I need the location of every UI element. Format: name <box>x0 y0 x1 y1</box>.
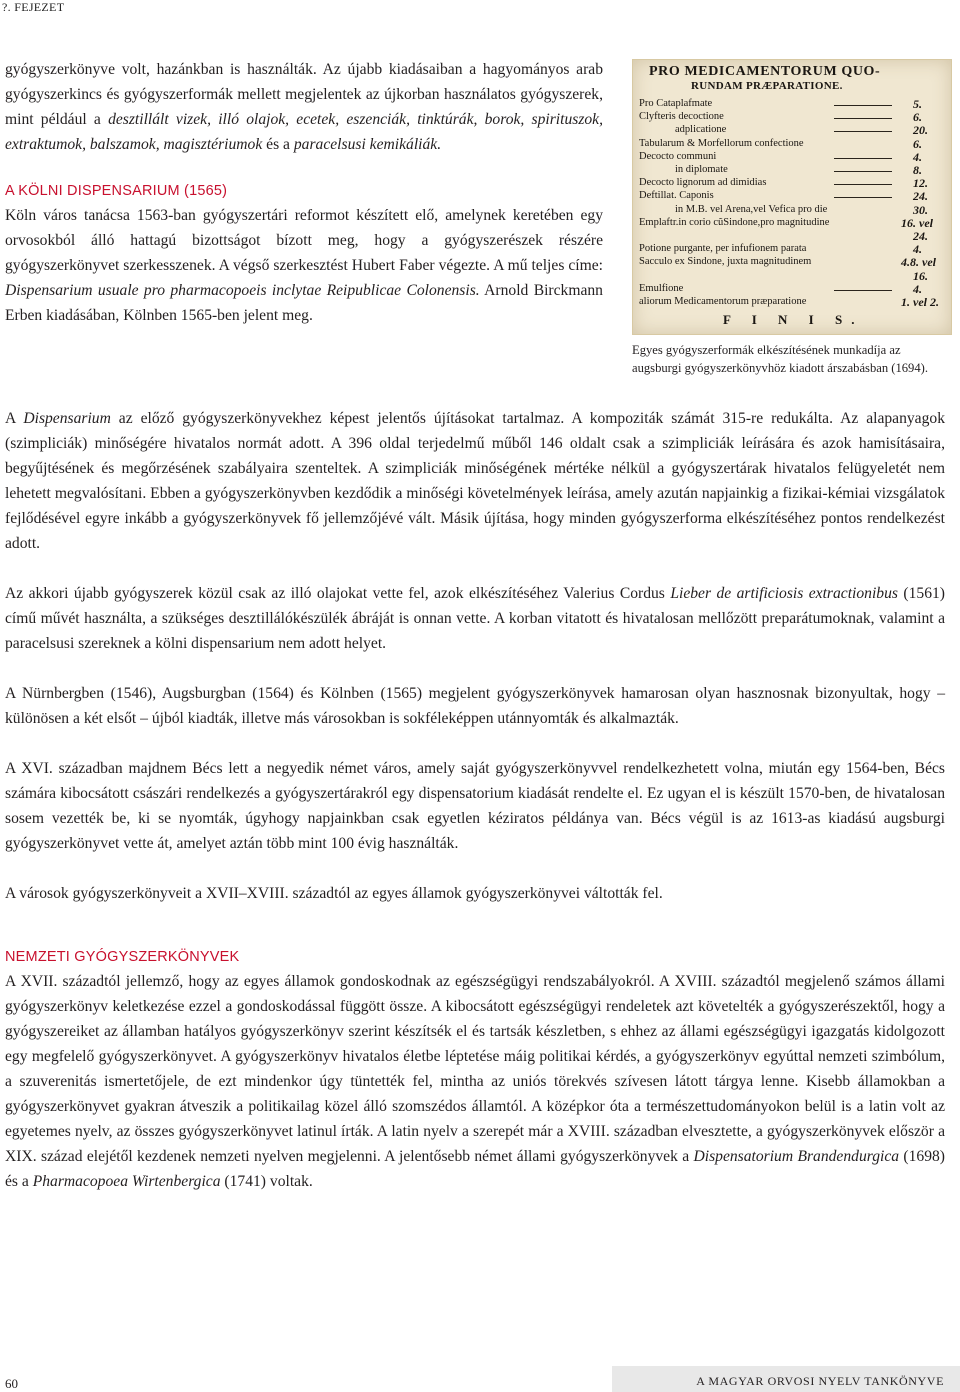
figure-row-value: 6. <box>913 136 922 151</box>
page-number: 60 <box>5 1376 18 1391</box>
footer-book-title: A MAGYAR ORVOSI NYELV TANKÖNYVE <box>696 1374 944 1388</box>
figure-row-label: adplicatione <box>675 124 727 136</box>
text-run: A XVI. században majdnem Bécs lett a negyedik német város, amely saját gyógyszerkönyvvel rendelkezhetett volna, miután egy 1564-ben, Bécs számára kibocsátott császári rendelkezés a gyógyszertárakról egy dispensatorium kiadását rendelte el. Ez ugyan el is készült 1570-ben, de hivatalosan sosem vezették be, ki se nyomták, úgyhogy napjainkban csak egyetlen kéziratos példánya van. Bécs végül is az 1613-as kiadású augsburgi gyógyszerkönyvet vette át, amelyet aztán több mint 100 évig használták. <box>5 760 945 852</box>
figure-row-dash <box>834 184 892 185</box>
figure-row-label: in diplomate <box>675 164 728 175</box>
figure-row-dash <box>834 158 892 159</box>
nemzeti-section <box>5 945 945 1194</box>
figure-subtitle: RUNDAM PRÆPARATIONE. <box>691 80 843 92</box>
running-head: ?. FEJEZET <box>2 0 65 14</box>
figure-row-value: 1. vel 2. <box>901 295 939 309</box>
figure-row-label: Decocto communi <box>639 150 717 162</box>
figure-row-dash <box>834 105 892 106</box>
figure-row-label: aliorum Medicamentorum præparatione <box>639 296 807 307</box>
paragraph-dispensarium <box>5 406 945 556</box>
figure-row-dash <box>834 171 892 172</box>
figure-row-dash <box>834 131 892 132</box>
figure-row-label: Potione purgante, per infufionem parata <box>639 243 807 255</box>
italic-text: Dispensarium usuale pro pharmacopoeis inclytae Reipublicae Colonensis. <box>5 282 480 299</box>
figure-row-value: 20. <box>913 123 928 138</box>
figure-row-value: 6. <box>913 110 922 125</box>
figure-row-dash <box>834 118 892 119</box>
text-run: (1561) című művét használta, a szükséges desztillálókészülék ábráját is onnan vette. A korban vitatott és hivatalosan mellőzött preparátumoknak, valamint a paracelsusi szereknek a kölni dispensarium nem adott helyet. <box>5 585 945 652</box>
figure-row-value: 30. <box>913 202 928 217</box>
figure-row-value: 4. <box>913 149 922 164</box>
figure-row-value: 12. <box>913 176 928 191</box>
figure-caption: Egyes gyógyszerformák elkészítésének munkadíja az augsburgi gyógyszerkönyvhöz kiadott árszabásban (1694). <box>632 343 928 375</box>
text-run: A Nürnbergben (1546), Augsburgban (1564) és Kölnben (1565) megjelent gyógyszerkönyvek hamarosan olyan hasznosnak bizonyultak, hogy – különösen a két elsőt – újból kiadták, illetve más városokban is sokféleképpen utánnyomták és alkalmazták. <box>5 685 945 727</box>
figure-row-value: 24. <box>913 189 928 204</box>
left-column <box>5 57 603 328</box>
figure-row-label: Emplaftr.in corio cũSindone,pro magnitudine <box>639 216 830 228</box>
italic-text: Pharmacopoea Wirtenbergica <box>32 1173 221 1190</box>
nemzeti-paragraph <box>5 969 945 1194</box>
figure-finis: F I N I S. <box>723 312 864 327</box>
figure-row-value: 16. <box>913 268 928 283</box>
section-heading-koelni: A KÖLNI DISPENSARIUM (1565) <box>5 183 228 199</box>
main-body <box>5 406 945 1219</box>
text-run: (1741) voltak. <box>220 1173 313 1190</box>
italic-text: Dispensatorium Brandendurgica <box>693 1148 900 1165</box>
text-run: Arnold Birckmann Erben kiadásában, Kölnben 1565-ben jelent meg. <box>5 282 603 324</box>
paragraph-becs <box>5 756 945 856</box>
figure-row-label: in M.B. vel Arena,vel Vefica pro die <box>675 203 828 215</box>
figure-row-value: 4. <box>913 242 922 257</box>
figure-row-value: 5. <box>913 97 922 111</box>
text-run: (1698) és a <box>5 1148 945 1190</box>
figure-row-value: 16. vel <box>901 215 933 230</box>
figure-row-label: Deftillat. Caponis <box>639 190 714 202</box>
figure-row-label: Tabularum & Morfellorum confectione <box>639 137 804 149</box>
figure-row-value: 24. <box>913 229 928 243</box>
figure-row-value: 4. <box>913 281 922 296</box>
figure-row-label: Pro Cataplafmate <box>639 98 713 109</box>
figure-row-label: Emulfione <box>639 282 684 294</box>
figure-row-label: Sacculo ex Sindone, juxta magnitudinem <box>639 256 812 268</box>
section-heading-nemzeti: NEMZETI GYÓGYSZERKÖNYVEK <box>5 949 240 965</box>
text-run: A <box>5 410 24 427</box>
figure-row-dash <box>834 290 892 291</box>
figure-row-label: Clyfteris decoctione <box>639 111 724 123</box>
intro-paragraph <box>5 57 603 157</box>
figure-row-dash <box>834 197 892 198</box>
italic-text: desztillált vizek, illó olajok, ecetek, eszenciák, tinktúrák, borok, spirituszok, extraktumok, balszamok, magisztériumok <box>5 111 604 153</box>
text-run: Az akkori újabb gyógyszerek közül csak az illó olajokat vette fel, azok elkészítéséhez Valerius Cordus <box>5 585 671 602</box>
koelni-paragraph <box>5 203 603 328</box>
figure-row-label: Decocto lignorum ad dimidias <box>639 177 767 189</box>
italic-text: Lieber de artificiosis extractionibus <box>670 585 898 602</box>
text-run: gyógyszerkönyve volt, hazánkban is használták. Az újabb kiadásaiban a hagyományos arab gyógyszerkincs és gyógyszerformák mellett megjelentek az újkorban használatos gyógyszerek, mint például a <box>5 61 603 128</box>
paragraph-varosok <box>5 881 945 906</box>
paragraph-illo-olajok <box>5 581 945 656</box>
text-run: A városok gyógyszerkönyveit a XVII–XVIII. századtól az egyes államok gyógyszerkönyvei váltották fel. <box>5 885 663 902</box>
paragraph-nurnberg <box>5 681 945 731</box>
text-run: az előző gyógyszerkönyvekhez képest jelentős újításokat tartalmaz. A kompoziták számát 315-re redukálta. Az alapanyagok (szimpliciák) minőségére hivatalos normát adott. A 396 oldal terjedelmű műből 146 oldalt csak a szimpliciák leírására és azok hamisításaira, begyűjtésének és megőrzésének szabályaira szenteltek. A szimpliciák minőségének mértéke nélkül a gyógyszertárak hivatalos felügyeletét nem lehetett megvalósítani. Ebben a gyógyszerkönyvben kezdődik a minőségi követelmények leírása, amely azután napjainkig a fizikai-kémiai vizsgálatok fejlődésével egyre inkább a gyógyszerkönyvek fő jellemzőjévé vált. Másik újítása, hogy minden gyógyszerforma elkészítéséhez pontos rendelkezést adott. <box>5 410 945 552</box>
text-run: Köln város tanácsa 1563-ban gyógyszertári reformot készített elő, amelynek keretében egy orvosokból álló hattagú bizottságot bízott meg, hogy a gyógyszerészek részére gyógyszerkönyvet szerkesszenek. A végső szerkesztést Hubert Faber végezte. A mű teljes címe: <box>5 207 603 274</box>
figure-row-value: 4.8. vel <box>901 255 936 270</box>
figure-row-value: 8. <box>913 163 922 177</box>
price-list-figure <box>632 59 952 335</box>
italic-text: paracelsusi kemikáliák. <box>293 136 442 153</box>
italic-text: Dispensarium <box>23 410 111 427</box>
text-run: A XVII. századtól jellemző, hogy az egyes államok gondoskodnak az egészségügyi rendszabályokról. A XVIII. századtól megjelenő számos állami gyógyszerkönyv keletkezése ezzel a gondoskodással függött össze. A kibocsátott egészségügyi rendeletek azt követelték a gyógyszerészektől, hogy a gyógyszereiket az államban hatályos gyógyszerkönyv szerint készítsék el és tartsák készletben, s ehhez az állami egészségügyi igazgatás kidolgozott egy megfelelő gyógyszerkönyvet. A gyógyszerkönyv hivatalos életbe léptetése máig politikai kérdés, a gyógyszerkönyv egyúttal nemzeti szimbólum, a szuverenitás ismertetőjele, de ezt mindenkor úgy tüntették fel, mintha az uniós törekvés szívesen látott tárgya lenne. Kisebb államokban a gyógyszerkönyvet gyakran átveszik a politikailag közel álló szomszédos államtól. A középkor óta a természettudományokon belül is a latin volt az egyetemes nyelv, az összes gyógyszerkönyvet latinul írták. A latin nyelv a szerepét már a XVIII. században elvesztette, a gyógyszerkönyvek először a XIX. század elejétől kezdenek nemzeti nyelven megjelenni. A jelentősebb német állami gyógyszerkönyvek a <box>5 973 945 1165</box>
figure-title: PRO MEDICAMENTORUM QUO- <box>649 64 881 79</box>
text-run: és a <box>262 136 294 153</box>
